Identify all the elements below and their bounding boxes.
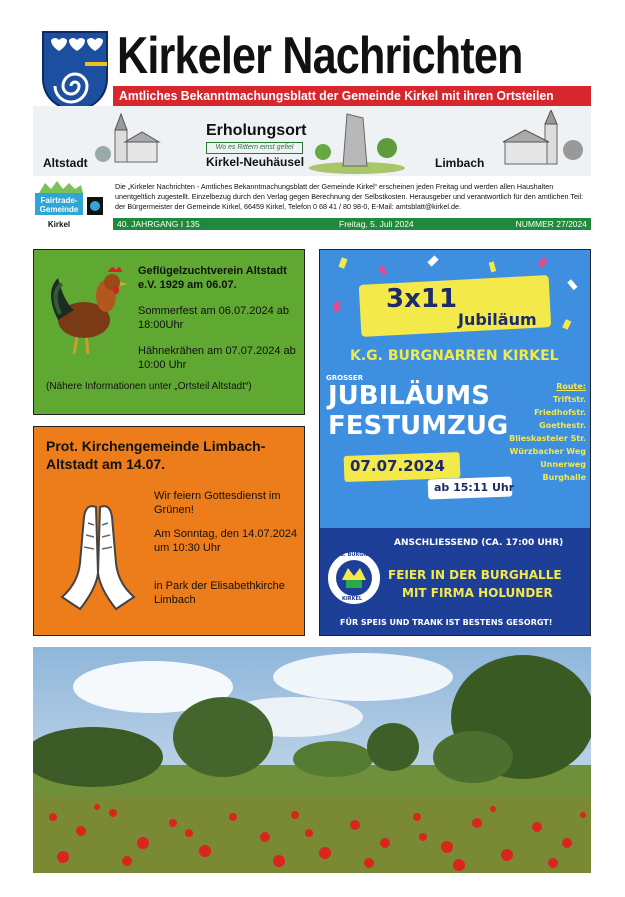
newspaper-subtitle: Amtliches Bekanntmachungsblatt der Gemeinde Kirkel mit ihren Ortsteilen	[119, 88, 554, 103]
fairtrade-label: Fairtrade-Gemeinde	[39, 196, 79, 214]
sommerfest-text: Sommerfest am 06.07.2024 ab 18:00Uhr	[138, 305, 290, 331]
route-item: Friedhofstr.	[534, 408, 586, 417]
erholungsort-slogan: Wo es Rittern einst gefiel	[206, 142, 303, 154]
route-item: Blieskasteler Str.	[509, 434, 586, 443]
jubilaeum-poster	[319, 249, 591, 636]
town-limbach: Limbach	[435, 156, 485, 170]
gottesdienst-place: in Park der Elisabethkirche Limbach	[154, 580, 285, 606]
route-item: Burghalle	[542, 473, 586, 482]
jubilaeum-count: 3x11	[386, 284, 458, 314]
route-item: Goethestr.	[539, 421, 586, 430]
gefluegelzucht-note: (Nähere Informationen unter „Ortsteil Altstadt“)	[46, 381, 252, 392]
route-item: Triftstr.	[553, 395, 586, 404]
town-kirkel-neuhaeusel: Kirkel-Neuhäusel	[206, 155, 305, 169]
grosser-label: GROSSER	[326, 374, 364, 382]
haehnekraehen-text: Hähnekrähen am 07.07.2024 ab 10:00 Uhr	[138, 345, 296, 371]
route-title: Route:	[556, 382, 586, 391]
feier-line2: MIT FIRMA HOLUNDER	[402, 586, 553, 600]
route-list	[496, 380, 586, 484]
altstadt-church-icon	[95, 110, 165, 166]
gottesdienst-text: Wir feiern Gottesdienst im Grünen!	[154, 490, 281, 516]
issue-volume: 40. JAHRGANG I 135	[117, 219, 200, 229]
fairtrade-place: Kirkel	[35, 219, 83, 230]
feier-line1: FEIER IN DER BURGHALLE	[388, 568, 562, 582]
kirchengemeinde-notice	[33, 426, 305, 636]
issue-number: NUMMER 27/2024	[515, 219, 587, 229]
poppy-field-image	[33, 647, 591, 873]
festumzug-line1: JUBILÄUMS	[328, 381, 490, 411]
kirchengemeinde-title: Prot. Kirchengemeinde Limbach-Altstadt am 14.07.	[46, 438, 266, 472]
route-item: Unnerweg	[540, 460, 586, 469]
rooster-icon	[44, 262, 130, 362]
tower-ruin-icon	[307, 108, 407, 174]
poppy-field-photo	[33, 647, 591, 873]
logo-text-top: K.G. BURGNARREN	[334, 552, 387, 558]
town-illustrations	[33, 106, 591, 176]
festumzug-date: 07.07.2024	[350, 457, 445, 475]
erholungsort-label: Erholungsort	[206, 122, 307, 139]
route-item: Würzbacher Weg	[509, 447, 586, 456]
festumzug-time: ab 15:11 Uhr	[434, 481, 515, 494]
anschliessend-text: ANSCHLIESSEND (CA. 17:00 UHR)	[394, 538, 564, 548]
intro-text: Die „Kirkeler Nachrichten - Amtliches Bekanntmachungsblatt der Gemeinde Kirkel“ erscheinen jeden Freitag und werden allen Haushalten unentgeltlich zugestellt. Einzelbezug durch den Verlag gegen Berechnung der Selbstkosten. Herausgeber und verantwortlich für den amtlichen Teil: der Bürgermeister der Gemeinde Kirkel, 66459 Kirkel, Telefon 0 68 41 / 80 98-0, E-Mail: amtsblatt@kirkel.de.	[115, 182, 584, 211]
masthead	[33, 22, 591, 232]
gefluegelzucht-title: Geflügelzuchtverein Altstadt e.V. 1929 am 06.07.	[138, 265, 287, 291]
club-name: K.G. BURGNARREN KIRKEL	[350, 348, 559, 364]
crest-icon	[41, 30, 109, 114]
festumzug-line2: FESTUMZUG	[328, 411, 509, 441]
praying-hands-icon	[50, 493, 146, 613]
issue-bar	[113, 218, 591, 230]
gefluegelzucht-notice	[33, 249, 305, 415]
logo-text-bottom: KIRKEL	[342, 596, 363, 602]
newspaper-title: Kirkeler Nachrichten	[117, 27, 523, 85]
gottesdienst-date: Am Sonntag, den 14.07.2024 um 10:30 Uhr	[154, 528, 298, 554]
limbach-church-icon	[495, 110, 585, 170]
jubilaeum-label: Jubiläum	[458, 310, 537, 329]
town-altstadt: Altstadt	[43, 156, 88, 170]
issue-date: Freitag, 5. Juli 2024	[339, 219, 414, 229]
speis-trank-text: FÜR SPEIS UND TRANK IST BESTENS GESORGT!	[340, 618, 553, 627]
